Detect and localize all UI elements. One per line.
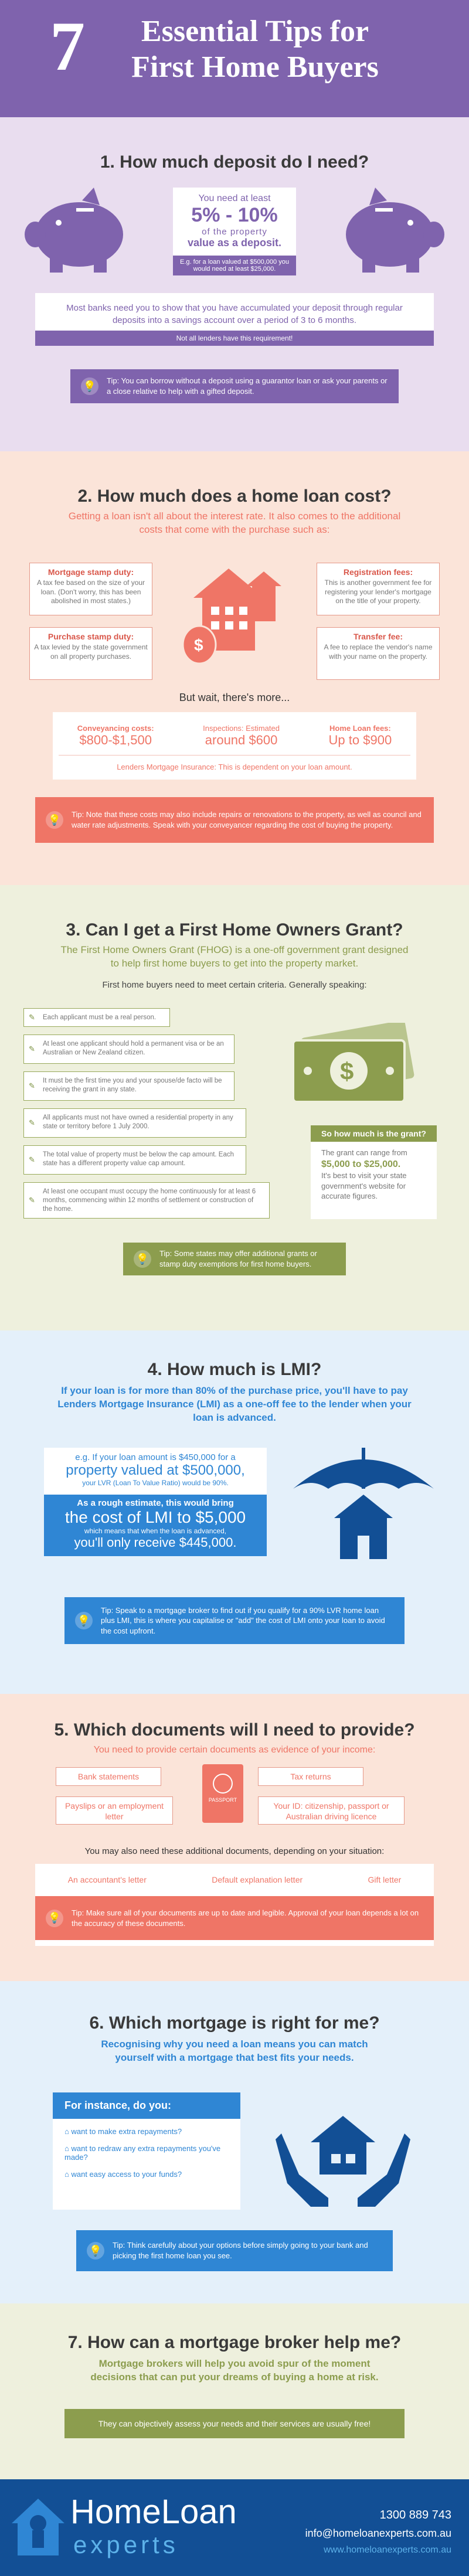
cost-box-mortgage-stamp: Mortgage stamp duty: A tax fee based on the size of your loan. (Don't worry, this has been abolished in most states.): [29, 563, 152, 615]
section-documents: [0, 1694, 469, 1981]
cost-box-purchase-stamp: Purchase stamp duty: A tax levied by the state government on all property purchases.: [29, 627, 152, 680]
section-title: 6. Which mortgage is right for me?: [89, 2013, 380, 2033]
grant-box: [311, 1125, 437, 1219]
more-text: But wait, there's more...: [179, 692, 290, 703]
lmi-card: [44, 1448, 267, 1556]
tip-text: Tip: Some states may offer additional grants or stamp duty exemptions for first home buyers.: [159, 1249, 317, 1268]
section-lmi: [0, 1330, 469, 1694]
mortgage-intro: Recognising why you need a loan means you can match yourself with a mortgage that best fits your needs.: [101, 2039, 368, 2063]
footer-email[interactable]: info@homeloanexperts.com.au: [305, 2527, 451, 2539]
fhog-criteria: First home buyers need to meet certain criteria. Generally speaking:: [102, 979, 367, 990]
svg-text:$: $: [340, 1057, 354, 1085]
criteria-item: ✎ The total value of property must be below the cap amount. Each state has a different property value cap amount.: [23, 1145, 246, 1175]
tip-bar: [70, 369, 399, 403]
criteria-item: ✎ It must be the first time you and your spouse/de facto will be receiving the grant in any state.: [23, 1071, 235, 1101]
doc-gift: Gift letter: [368, 1875, 402, 1884]
deposit-example: E.g. for a loan valued at $500,000 you would need at least $25,000.: [173, 256, 296, 275]
doc-payslips: Payslips or an employment letter: [56, 1796, 173, 1825]
doc-default: Default explanation letter: [212, 1875, 303, 1884]
lmi-eg: e.g. If your loan amount is $450,000 for a: [75, 1452, 236, 1462]
section-fhog: [0, 885, 469, 1330]
passport-label: PASSPORT: [208, 1797, 237, 1803]
grant-text2: It's best to visit your state government's website for accurate figures.: [321, 1171, 407, 1201]
hands-house-icon: [276, 2098, 410, 2210]
tip-bar: [35, 1896, 434, 1940]
broker-bar: They can objectively assess your needs and their services are usually free!: [64, 2409, 405, 2438]
fhog-intro: The First Home Owners Grant (FHOG) is a one-off government grant designed to help first home buyers to get into the property market.: [60, 944, 409, 969]
tip-bar: [64, 1597, 405, 1644]
deposit-body: Most banks need you to show that you have accumulated your deposit through regular deposits into a savings account over a period of 3 to 6 months.: [66, 303, 403, 325]
cost-box-registration: Registration fees: This is another government fee for registering your lender's mortgage on the title of your property.: [317, 563, 440, 615]
section-title: 1. How much deposit do I need?: [100, 152, 369, 172]
grant-text1: The grant can range from: [321, 1148, 407, 1157]
lmi-cost: the cost of LMI to $5,000: [64, 1508, 246, 1526]
deposit-of: of the property: [202, 227, 267, 237]
doc-tax-returns: Tax returns: [258, 1767, 363, 1786]
section-title: 7. How can a mortgage broker help me?: [67, 2333, 402, 2352]
cost-box-transfer: Transfer fee: A fee to replace the vendor's name with your name on the property.: [317, 627, 440, 680]
lmi-note: Lenders Mortgage Insurance: This is dependent on your loan amount.: [59, 755, 410, 771]
grant-amount: $5,000 to $25,000.: [321, 1159, 401, 1169]
header-line2: First Home Buyers: [131, 50, 379, 84]
cash-notes-icon: [281, 1023, 422, 1117]
lmi-rough: As a rough estimate, this would bring: [77, 1498, 234, 1508]
deposit-note: Not all lenders have this requirement!: [35, 331, 434, 346]
broker-intro: Mortgage brokers will help you avoid spur of the moment decisions that can put your dreams of buying a home at risk.: [90, 2358, 379, 2383]
footer: [0, 2479, 469, 2576]
mortgage-options: [53, 2092, 240, 2210]
doc-accountant: An accountant's letter: [67, 1875, 147, 1884]
lightbulb-icon: 💡: [87, 2242, 104, 2259]
section-title: 4. How much is LMI?: [147, 1360, 322, 1379]
house-bullet-icon: ⌂: [64, 2127, 72, 2136]
logo-house-icon: [9, 2494, 67, 2558]
section-title: 5. Which documents will I need to provide?: [54, 1720, 415, 1740]
tip-text: Tip: Speak to a mortgage broker to find out if you qualify for a 90% LVR home loan plus LMI, this is where you capitalise or "add" the cost of LMI onto your loan to avoid the cost upfront.: [101, 1605, 385, 1635]
header-line1: Essential Tips for: [141, 15, 369, 48]
lightbulb-icon: 💡: [134, 1250, 151, 1268]
brand-sub: experts: [73, 2531, 179, 2558]
deposit-card: [173, 188, 296, 275]
section-deposit: [0, 117, 469, 451]
header-title: [0, 7, 469, 85]
docs-more: You may also need these additional documents, depending on your situation:: [84, 1846, 385, 1856]
section-title: 2. How much does a home loan cost?: [77, 486, 392, 506]
options-head: For instance, do you:: [53, 2092, 240, 2119]
criteria-item: ✎ All applicants must not have owned a residential property in any state or territory before 1 July 2000.: [23, 1108, 246, 1138]
criteria-item: ✎ Each applicant must be a real person.: [23, 1008, 170, 1027]
tip-bar: [76, 2230, 393, 2271]
section-mortgage-type: [0, 1981, 469, 2303]
tip-text: Tip: Think carefully about your options before simply going to your bank and picking the first home loan you see.: [113, 2241, 368, 2260]
option-item: ⌂ want to redraw any extra repayments you've made?: [64, 2144, 221, 2162]
grant-head: So how much is the grant?: [311, 1125, 437, 1142]
lightbulb-icon: 💡: [81, 377, 98, 395]
lmi-estimate: [44, 1495, 267, 1556]
section-broker: [0, 2303, 469, 2479]
lmi-intro: If your loan is for more than 80% of the purchase price, you'll have to pay Lenders Mortgage Insurance (LMI) as a one-off fee to the lender when your loan is advanced.: [57, 1385, 412, 1423]
piggy-bank-icon: [18, 188, 135, 275]
house-bullet-icon: ⌂: [64, 2144, 72, 2153]
option-item: ⌂ want to make extra repayments?: [64, 2127, 182, 2136]
footer-phone: 1300 889 743: [379, 2509, 451, 2521]
criteria-item: ✎ At least one applicant should hold a permanent visa or be an Australian or New Zealand citizen.: [23, 1035, 235, 1064]
costs-card: [53, 712, 416, 780]
umbrella-house-icon: [287, 1436, 440, 1565]
lmi-property: property valued at $500,000,: [66, 1462, 245, 1478]
loan-cost-intro: Getting a loan isn't all about the interest rate. It also comes to the additional costs that come with the purchase such as:: [68, 511, 401, 535]
lightbulb-icon: 💡: [46, 811, 63, 829]
deposit-need: You need at least: [198, 193, 271, 203]
section-loan-cost: [0, 451, 469, 885]
cost-home-loan-fees: Home Loan fees: Up to $900: [328, 723, 392, 747]
doc-bank-statements: Bank statements: [56, 1767, 161, 1786]
deposit-percent: 5% - 10%: [191, 204, 278, 226]
tip-bar: [35, 797, 434, 843]
option-item: ⌂ want easy access to your funds?: [64, 2170, 182, 2179]
docs-intro: You need to provide certain documents as evidence of your income:: [93, 1745, 376, 1755]
lmi-means: which means that when the loan is advanced,: [84, 1527, 227, 1535]
passport-icon: [202, 1764, 243, 1823]
footer-web[interactable]: www.homeloanexperts.com.au: [324, 2545, 451, 2555]
piggy-bank-icon: [334, 188, 451, 275]
tip-text: Tip: Make sure all of your documents are up to date and legible. Approval of your loan depends a lot on the accuracy of these documents.: [72, 1908, 419, 1928]
header-number: 7: [50, 7, 85, 85]
brand-name: HomeLoan: [70, 2493, 237, 2531]
section-title: 3. Can I get a First Home Owners Grant?: [66, 920, 403, 940]
cost-inspections: Inspections: Estimated around $600: [203, 723, 280, 747]
tip-text: Tip: You can borrow without a deposit using a guarantor loan or ask your parents or a close relative to help with a gifted deposit.: [107, 376, 388, 396]
lightbulb-icon: 💡: [75, 1612, 93, 1629]
tip-bar: [123, 1243, 346, 1275]
cost-conveyancing: Conveyancing costs: $800-$1,500: [77, 723, 154, 747]
deposit-value: value as a deposit.: [187, 237, 282, 249]
svg-text:$: $: [194, 636, 203, 654]
tip-text: Tip: Note that these costs may also include repairs or renovations to the property, as well as council and water rate adjustments. Speak with your conveyancer regarding the cost of buying the property.: [72, 810, 422, 829]
doc-id: Your ID: citizenship, passport or Australian driving licence: [258, 1796, 405, 1825]
house-money-icon: [176, 557, 293, 668]
lightbulb-icon: 💡: [46, 1910, 63, 1927]
header: [0, 0, 469, 117]
house-bullet-icon: ⌂: [64, 2170, 72, 2179]
lmi-receive: you'll only receive $445,000.: [74, 1535, 237, 1550]
criteria-item: ✎ At least one occupant must occupy the home continuously for at least 6 months, commencing within 12 months of settlement or construction of the home.: [23, 1182, 270, 1219]
lmi-lvr: your LVR (Loan To Value Ratio) would be 90%.: [82, 1479, 229, 1487]
deposit-body-card: [35, 293, 434, 346]
